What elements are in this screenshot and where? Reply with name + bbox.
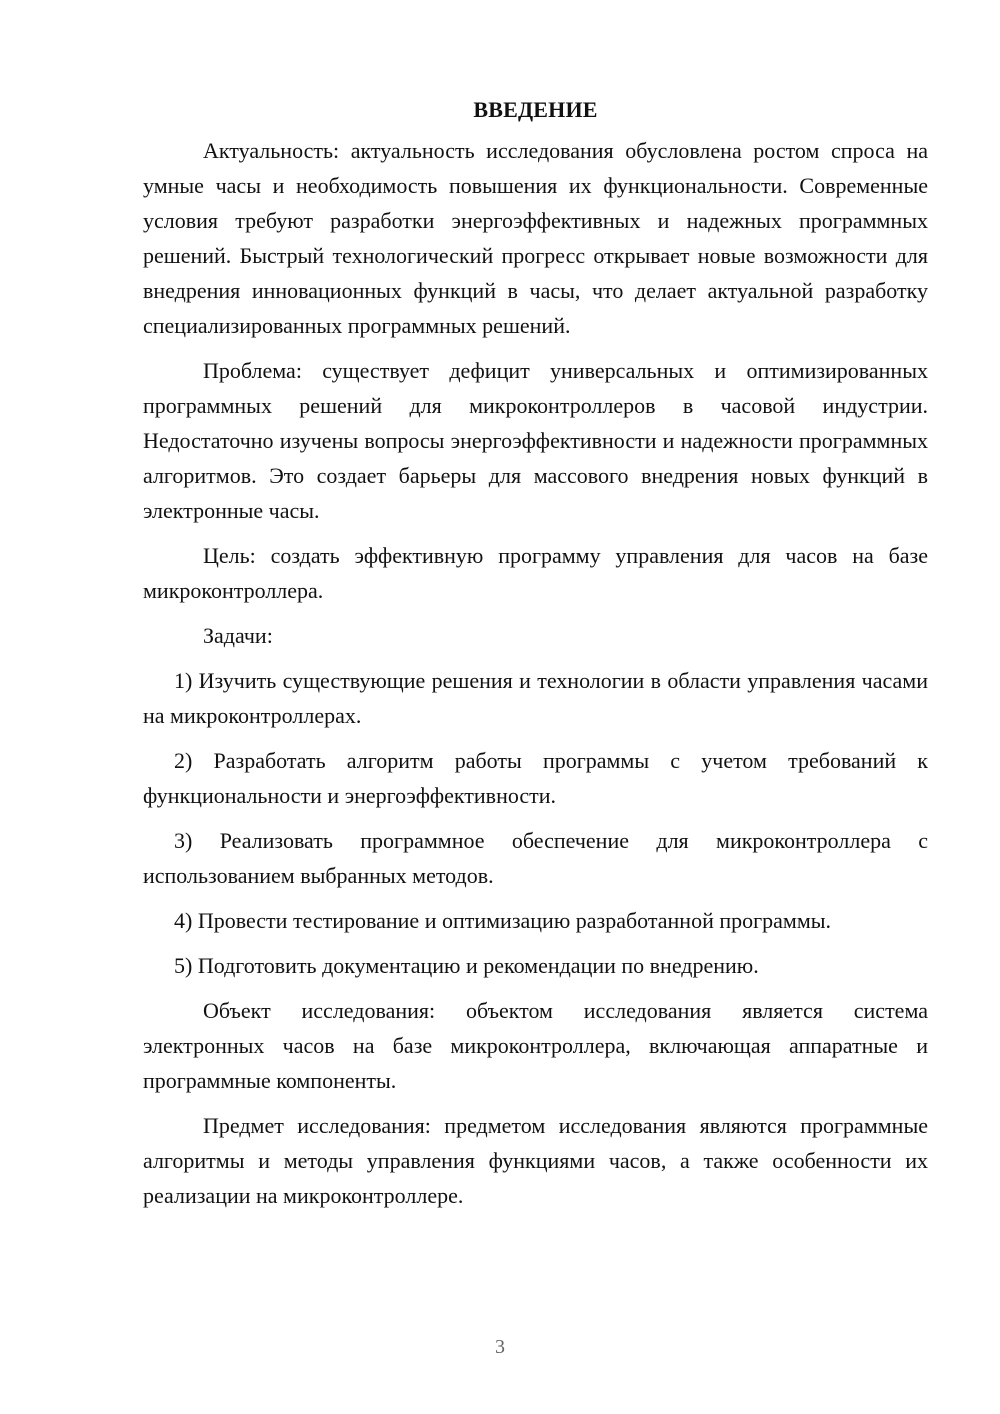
problem-paragraph: Проблема: существует дефицит универсальных и оптимизированных программных решений для микроконтроллеров в часовой индустрии. Недостаточно изучены вопросы энергоэффективности и надежности программных алгоритмов. Это создает барьеры для массового внедрения новых функций в электронные часы. bbox=[143, 358, 928, 523]
task-item-1: 1) Изучить существующие решения и технологии в области управления часами на микроконтроллерах. bbox=[143, 668, 928, 728]
page-title: ВВЕДЕНИЕ bbox=[473, 97, 598, 122]
page-number: 3 bbox=[495, 1336, 505, 1358]
tasks-label: Задачи: bbox=[203, 623, 273, 648]
task-item-2: 2) Разработать алгоритм работы программы с учетом требований к функциональности и энергоэффективности. bbox=[143, 748, 928, 808]
task-item-3: 3) Реализовать программное обеспечение для микроконтроллера с использованием выбранных методов. bbox=[143, 828, 928, 888]
object-paragraph: Объект исследования: объектом исследования является система электронных часов на базе микроконтроллера, включающая аппаратные и программные компоненты. bbox=[143, 998, 928, 1093]
relevance-paragraph: Актуальность: актуальность исследования обусловлена ростом спроса на умные часы и необходимость повышения их функциональности. Современные условия требуют разработки энергоэффективных и надежных программных решений. Быстрый технологический прогресс открывает новые возможности для внедрения инновационных функций в часы, что делает актуальной разработку специализированных программных решений. bbox=[143, 138, 928, 338]
document-page bbox=[143, 92, 928, 1213]
task-item-5: 5) Подготовить документацию и рекомендации по внедрению. bbox=[174, 953, 759, 978]
goal-paragraph: Цель: создать эффективную программу управления для часов на базе микроконтроллера. bbox=[143, 543, 928, 603]
subject-paragraph: Предмет исследования: предметом исследования являются программные алгоритмы и методы управления функциями часов, а также особенности их реализации на микроконтроллере. bbox=[143, 1113, 928, 1208]
task-item-4: 4) Провести тестирование и оптимизацию разработанной программы. bbox=[174, 908, 832, 933]
